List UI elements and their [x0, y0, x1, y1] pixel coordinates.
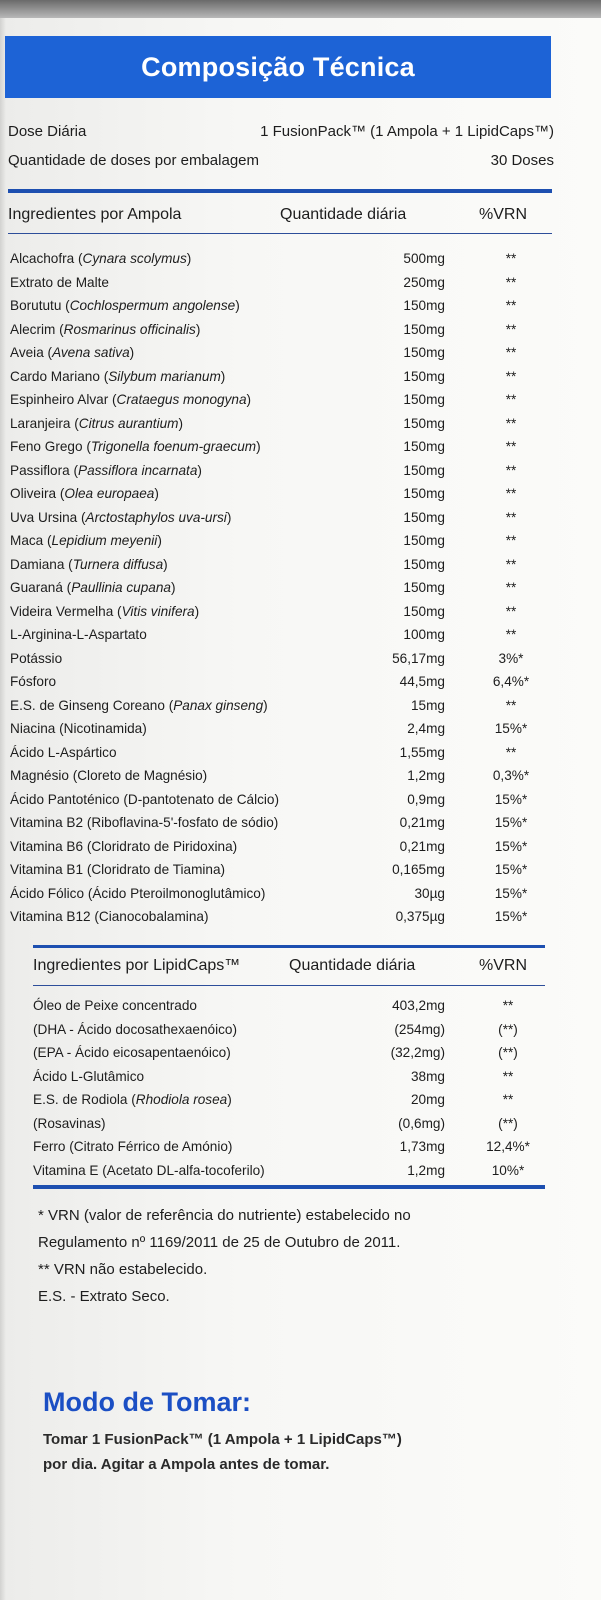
ingredient-name-end: )	[195, 321, 201, 337]
ingredient-name	[10, 580, 176, 595]
ingredient-name-text: Uva Ursina (	[10, 509, 86, 525]
ingredient-name-text: Laranjeira (	[10, 415, 79, 431]
ingredient-quantity: 44,5mg	[399, 674, 445, 689]
ampola-ingredient-list	[10, 248, 545, 930]
ingredient-latin-name: Passiflora incarnata	[78, 462, 198, 478]
ingredient-name-text: Ferro (Citrato Férrico de Amónio)	[33, 1139, 233, 1154]
divider-lipid	[33, 945, 545, 948]
ingredient-row	[10, 859, 545, 883]
ingredient-name	[10, 674, 56, 689]
lipid-header-quantity: Quantidade diária	[289, 957, 416, 974]
ingredient-name	[10, 298, 240, 313]
ingredient-quantity: 150mg	[403, 486, 445, 501]
ingredient-quantity: (0,6mg)	[398, 1115, 445, 1131]
ingredient-name	[33, 1069, 144, 1084]
ingredient-name-text: (EPA - Ácido eicosapentaenóico)	[33, 1045, 231, 1060]
ingredient-vrn: 15%*	[494, 721, 528, 736]
ingredient-name-end: )	[194, 603, 200, 619]
ingredient-quantity: 56,17mg	[392, 650, 445, 666]
ingredient-row	[10, 389, 545, 413]
ingredient-quantity: 20mg	[410, 1092, 445, 1107]
ingredient-name-end: )	[197, 462, 202, 478]
ingredient-latin-name: Avena sativa	[52, 345, 130, 360]
divider-bottom	[33, 1185, 545, 1189]
ingredient-name	[10, 486, 159, 501]
ingredient-name-end: )	[178, 415, 184, 431]
ingredient-latin-name: Turnera diffusa	[72, 556, 164, 572]
ingredient-quantity: 30µg	[414, 885, 445, 901]
usage-line-1: Tomar 1 FusionPack™ (1 Ampola + 1 LipidCaps™)	[43, 1431, 402, 1448]
ingredient-quantity: 150mg	[403, 603, 445, 619]
ingredient-quantity: 1,2mg	[407, 768, 445, 783]
ingredient-latin-name: Citrus aurantium	[78, 415, 179, 431]
ingredient-name	[10, 745, 117, 760]
ingredient-vrn: **	[502, 1068, 514, 1084]
ampola-table-header	[8, 206, 548, 232]
lipid-header-vrn: %VRN	[479, 957, 528, 974]
ingredient-name	[10, 463, 202, 478]
ingredient-name-text: Fósforo	[10, 674, 57, 689]
ingredient-name-end: )	[235, 298, 240, 313]
lipid-table-header	[33, 957, 573, 983]
ingredient-quantity: 150mg	[403, 509, 445, 525]
ingredient-row	[10, 765, 545, 789]
ingredient-name-text: Passiflora (	[10, 462, 78, 478]
ingredient-row	[10, 695, 545, 719]
ingredient-name-text: Alcachofra (	[10, 251, 83, 266]
ingredient-latin-name: Lepidium meyenii	[51, 533, 158, 548]
ingredient-vrn: **	[505, 415, 517, 431]
usage-title: Modo de Tomar:	[43, 1387, 251, 1417]
ingredient-name	[10, 839, 237, 854]
ingredient-name-text: Ácido Pantoténico (D-pantotenato de Cálcio)	[10, 791, 280, 807]
ingredient-latin-name: Rhodiola rosea	[135, 1092, 228, 1107]
ingredient-quantity: 1,55mg	[399, 744, 445, 760]
ingredient-quantity: (254mg)	[394, 1021, 445, 1037]
ingredient-quantity: 0,21mg	[399, 815, 445, 830]
ingredient-row	[10, 906, 545, 930]
ingredient-name-text: E.S. de Ginseng Coreano (	[10, 697, 174, 713]
ingredient-vrn: (**)	[498, 1045, 518, 1060]
ingredient-name	[10, 275, 109, 290]
ingredient-row	[10, 413, 545, 437]
ingredient-name	[10, 322, 200, 337]
ingredient-name-end: )	[129, 345, 135, 360]
ingredient-row	[10, 554, 545, 578]
ingredient-latin-name: Crataegus monogyna	[116, 392, 247, 407]
ingredient-name	[33, 998, 197, 1013]
ingredient-vrn: **	[505, 345, 517, 360]
ingredient-row	[10, 436, 545, 460]
ingredient-row	[33, 1042, 545, 1066]
ingredient-latin-name: Arctostaphylos uva-ursi	[85, 509, 227, 525]
ingredient-quantity: 150mg	[403, 368, 445, 384]
ingredient-row	[10, 742, 545, 766]
ingredient-name-end: )	[263, 697, 268, 713]
ingredient-quantity: (32,2mg)	[390, 1045, 445, 1060]
ingredient-name	[10, 439, 261, 454]
ingredient-name-end: )	[227, 1092, 232, 1107]
ingredient-name-text: Extrato de Malte	[10, 274, 109, 290]
ingredient-name	[33, 1116, 106, 1131]
ingredient-vrn: **	[505, 744, 517, 760]
ingredient-row	[10, 507, 545, 531]
ingredient-row	[10, 624, 545, 648]
ingredient-row	[33, 995, 545, 1019]
dose-daily-row	[8, 123, 554, 140]
ingredient-name-text: Espinheiro Alvar (	[10, 392, 117, 407]
ingredient-vrn: **	[505, 298, 517, 313]
ingredient-vrn: 15%*	[494, 885, 528, 901]
ingredient-name-end: )	[220, 368, 226, 384]
ingredient-name-text: Maca (	[10, 533, 52, 548]
ingredient-quantity: 150mg	[403, 321, 445, 337]
ingredient-row	[10, 671, 545, 695]
dose-daily-value: 1 FusionPack™ (1 Ampola + 1 LipidCaps™)	[260, 123, 554, 140]
doses-per-pack-label: Quantidade de doses por embalagem	[8, 152, 260, 169]
ingredient-name-text: Aveia (	[10, 345, 53, 360]
ingredient-name-text: Magnésio (Cloreto de Magnésio)	[10, 768, 208, 783]
ingredient-name-text: Ácido Fólico (Ácido Pteroilmonoglutâmico)	[10, 885, 266, 901]
ingredient-quantity: 150mg	[403, 345, 445, 360]
ingredient-name	[10, 510, 231, 525]
ingredient-name	[10, 251, 191, 266]
ingredient-vrn: **	[505, 556, 517, 572]
ingredient-name	[33, 1092, 232, 1107]
ingredient-name	[10, 768, 207, 783]
section-title: Composição Técnica	[141, 51, 415, 82]
ingredient-name	[33, 1045, 231, 1060]
ingredient-latin-name: Rosmarinus officinalis	[63, 321, 196, 337]
ingredient-quantity: 0,21mg	[399, 838, 445, 854]
ingredient-vrn: **	[505, 321, 517, 337]
ingredient-row	[10, 319, 545, 343]
ingredient-vrn: 15%*	[494, 862, 528, 877]
ingredient-name-end: )	[226, 509, 232, 525]
ingredient-name-text: Vitamina E (Acetato DL-alfa-tocoferilo)	[33, 1162, 265, 1178]
ingredient-vrn: **	[505, 439, 517, 454]
ingredient-quantity: 100mg	[403, 627, 445, 642]
usage-instructions	[43, 1427, 402, 1477]
top-shadow-band	[0, 0, 601, 18]
ampola-header-rule	[8, 233, 552, 234]
ingredient-vrn: 3%*	[498, 650, 524, 666]
ingredient-quantity: 38mg	[410, 1068, 445, 1084]
ingredient-name-text: Feno Grego (	[10, 439, 91, 454]
ingredient-quantity: 150mg	[403, 298, 445, 313]
ingredient-vrn: **	[505, 697, 517, 713]
ingredient-quantity: 250mg	[403, 274, 445, 290]
ingredient-row	[10, 295, 545, 319]
ingredient-row	[10, 789, 545, 813]
ingredient-row	[10, 342, 545, 366]
ingredient-row	[33, 1089, 545, 1113]
ingredient-name	[10, 369, 225, 384]
ingredient-name-text: Oliveira (	[10, 486, 65, 501]
ingredient-vrn: 10%*	[491, 1162, 525, 1178]
ingredient-name-end: )	[154, 486, 159, 501]
ingredient-quantity: 1,73mg	[399, 1139, 445, 1154]
ingredient-latin-name: Olea europaea	[64, 486, 155, 501]
ingredient-row	[33, 1066, 545, 1090]
lipid-header-rule	[33, 985, 545, 986]
ingredient-row	[10, 248, 545, 272]
divider-top	[8, 189, 552, 193]
ingredient-name	[10, 909, 208, 924]
dose-daily-label: Dose Diária	[8, 123, 87, 140]
ingredient-vrn: 15%*	[494, 838, 528, 854]
ingredient-latin-name: Vitis vinifera	[121, 603, 195, 619]
ingredient-vrn: 15%*	[494, 791, 528, 807]
ingredient-name-text: Cardo Mariano (	[10, 368, 109, 384]
ingredient-row	[10, 601, 545, 625]
ingredient-row	[33, 1019, 545, 1043]
ingredient-name	[10, 698, 268, 713]
ingredient-name	[33, 1139, 232, 1154]
ingredient-vrn: **	[505, 533, 517, 548]
ingredient-quantity: 150mg	[403, 392, 445, 407]
ingredient-name-text: Guaraná (	[10, 580, 72, 595]
ingredient-vrn: 12,4%*	[486, 1139, 530, 1154]
ingredient-quantity: 150mg	[403, 533, 445, 548]
lipid-ingredient-list	[33, 995, 545, 1183]
ingredient-latin-name: Paullinia cupana	[71, 580, 171, 595]
ingredient-quantity: 0,165mg	[392, 862, 445, 877]
ingredient-name	[10, 721, 147, 736]
ingredient-vrn: **	[505, 580, 517, 595]
ingredient-quantity: 150mg	[403, 580, 445, 595]
ingredient-vrn: (**)	[498, 1115, 518, 1131]
ingredient-quantity: 15mg	[410, 697, 445, 713]
ingredient-name	[10, 792, 279, 807]
ingredient-name-end: )	[246, 392, 252, 407]
ingredient-row	[33, 1160, 545, 1184]
card-left-edge	[0, 18, 6, 1600]
ingredient-vrn: 15%*	[494, 909, 528, 924]
ingredient-row	[10, 718, 545, 742]
ingredient-name-end: )	[157, 533, 162, 548]
ingredient-vrn: **	[502, 998, 514, 1013]
section-title-bar	[5, 36, 551, 98]
ingredient-vrn: 15%*	[494, 815, 528, 830]
ingredient-name-text: Ácido L-Glutâmico	[33, 1068, 145, 1084]
ingredient-latin-name: Cochlospermum angolense	[69, 298, 236, 313]
ingredient-row	[10, 366, 545, 390]
ingredient-latin-name: Silybum marianum	[108, 368, 221, 384]
ingredient-name-text: Ácido L-Aspártico	[10, 744, 117, 760]
ampola-header-quantity: Quantidade diária	[280, 206, 407, 223]
footnote-vrn-2: Regulamento nº 1169/2011 de 25 de Outubro de 2011.	[38, 1234, 401, 1251]
ingredient-row	[10, 812, 545, 836]
ingredient-quantity: 150mg	[403, 415, 445, 431]
ingredient-vrn: **	[505, 509, 517, 525]
ingredient-name-text: Videira Vermelha (	[10, 603, 122, 619]
footnotes	[38, 1202, 558, 1310]
ingredient-name	[10, 604, 199, 619]
ingredient-vrn: **	[505, 392, 517, 407]
ingredient-vrn: 0,3%*	[492, 768, 530, 783]
ingredient-quantity: 1,2mg	[407, 1162, 445, 1178]
ingredient-name-text: Óleo de Peixe concentrado	[33, 998, 197, 1013]
ingredient-name-end: )	[256, 439, 261, 454]
ingredient-vrn: **	[505, 603, 517, 619]
ingredient-name	[10, 627, 147, 642]
ampola-header-ingredients: Ingredientes por Ampola	[8, 206, 182, 223]
ingredient-row	[10, 883, 545, 907]
ingredient-name-text: Borututu (	[10, 298, 70, 313]
ingredient-name	[10, 557, 168, 572]
ingredient-row	[33, 1136, 545, 1160]
footnote-vrn-1: * VRN (valor de referência do nutriente) estabelecido no	[38, 1207, 411, 1224]
ingredient-latin-name: Panax ginseng	[173, 697, 264, 713]
ingredient-name	[10, 345, 134, 360]
ingredient-name	[33, 1163, 265, 1178]
ingredient-name-text: E.S. de Rodiola (	[33, 1092, 136, 1107]
ingredient-name-text: Vitamina B6 (Cloridrato de Piridoxina)	[10, 838, 238, 854]
ingredient-row	[10, 648, 545, 672]
ingredient-quantity: 0,375µg	[395, 909, 445, 924]
ingredient-name-end: )	[163, 556, 168, 572]
ingredient-latin-name: Cynara scolymus	[82, 251, 187, 266]
ingredient-row	[10, 460, 545, 484]
doses-per-pack-row	[8, 152, 554, 169]
ingredient-vrn: **	[505, 368, 517, 384]
ingredient-quantity: 500mg	[403, 251, 445, 266]
ingredient-name-end: )	[186, 251, 192, 266]
ingredient-vrn: **	[505, 274, 517, 290]
ingredient-name-text: Potássio	[10, 650, 63, 666]
ingredient-name	[10, 416, 183, 431]
ingredient-quantity: 150mg	[403, 462, 445, 478]
ingredient-name	[10, 651, 62, 666]
ingredient-vrn: **	[505, 251, 517, 266]
ampola-header-vrn: %VRN	[479, 206, 528, 223]
ingredient-name	[10, 862, 225, 877]
ingredient-name-text: Alecrim (	[10, 321, 64, 337]
ingredient-vrn: **	[505, 627, 517, 642]
ingredient-name-text: Niacina (Nicotinamida)	[10, 721, 147, 736]
ingredient-name	[10, 886, 265, 901]
ingredient-quantity: 150mg	[403, 439, 445, 454]
ingredient-quantity: 403,2mg	[392, 998, 445, 1013]
ingredient-name-text: L-Arginina-L-Aspartato	[10, 627, 147, 642]
ingredient-name-text: (Rosavinas)	[33, 1115, 106, 1131]
ingredient-name-text: Vitamina B2 (Riboflavina-5'-fosfato de sódio)	[10, 815, 279, 830]
ingredient-vrn: **	[505, 486, 517, 501]
ingredient-quantity: 2,4mg	[407, 721, 445, 736]
ingredient-row	[10, 577, 545, 601]
ingredient-latin-name: Trigonella foenum-graecum	[90, 439, 257, 454]
usage-line-2: por dia. Agitar a Ampola antes de tomar.	[43, 1456, 330, 1473]
ingredient-quantity: 0,9mg	[407, 791, 445, 807]
ingredient-vrn: 6,4%*	[492, 674, 530, 689]
footnote-extract: E.S. - Extrato Seco.	[38, 1288, 170, 1305]
footnote-vrn-not-set: ** VRN não estabelecido.	[38, 1261, 208, 1278]
ingredient-row	[10, 272, 545, 296]
ingredient-name	[33, 1022, 237, 1037]
ingredient-name-text: (DHA - Ácido docosathexaenóico)	[33, 1021, 238, 1037]
ingredient-name-end: )	[170, 580, 176, 595]
ingredient-row	[33, 1113, 545, 1137]
ingredient-name-text: Vitamina B1 (Cloridrato de Tiamina)	[10, 862, 226, 877]
ingredient-name-text: Vitamina B12 (Cianocobalamina)	[10, 909, 209, 924]
ingredient-vrn: (**)	[498, 1021, 518, 1037]
ingredient-name	[10, 815, 278, 830]
ingredient-row	[10, 836, 545, 860]
lipid-header-ingredients: Ingredientes por LipidCaps™	[33, 957, 241, 974]
ingredient-row	[10, 483, 545, 507]
ingredient-row	[10, 530, 545, 554]
ingredient-name	[10, 392, 251, 407]
doses-per-pack-value: 30 Doses	[490, 152, 554, 169]
ingredient-name	[10, 533, 162, 548]
ingredient-quantity: 150mg	[403, 556, 445, 572]
ingredient-vrn: **	[505, 462, 517, 478]
ingredient-vrn: **	[502, 1092, 514, 1107]
ingredient-name-text: Damiana (	[10, 556, 73, 572]
